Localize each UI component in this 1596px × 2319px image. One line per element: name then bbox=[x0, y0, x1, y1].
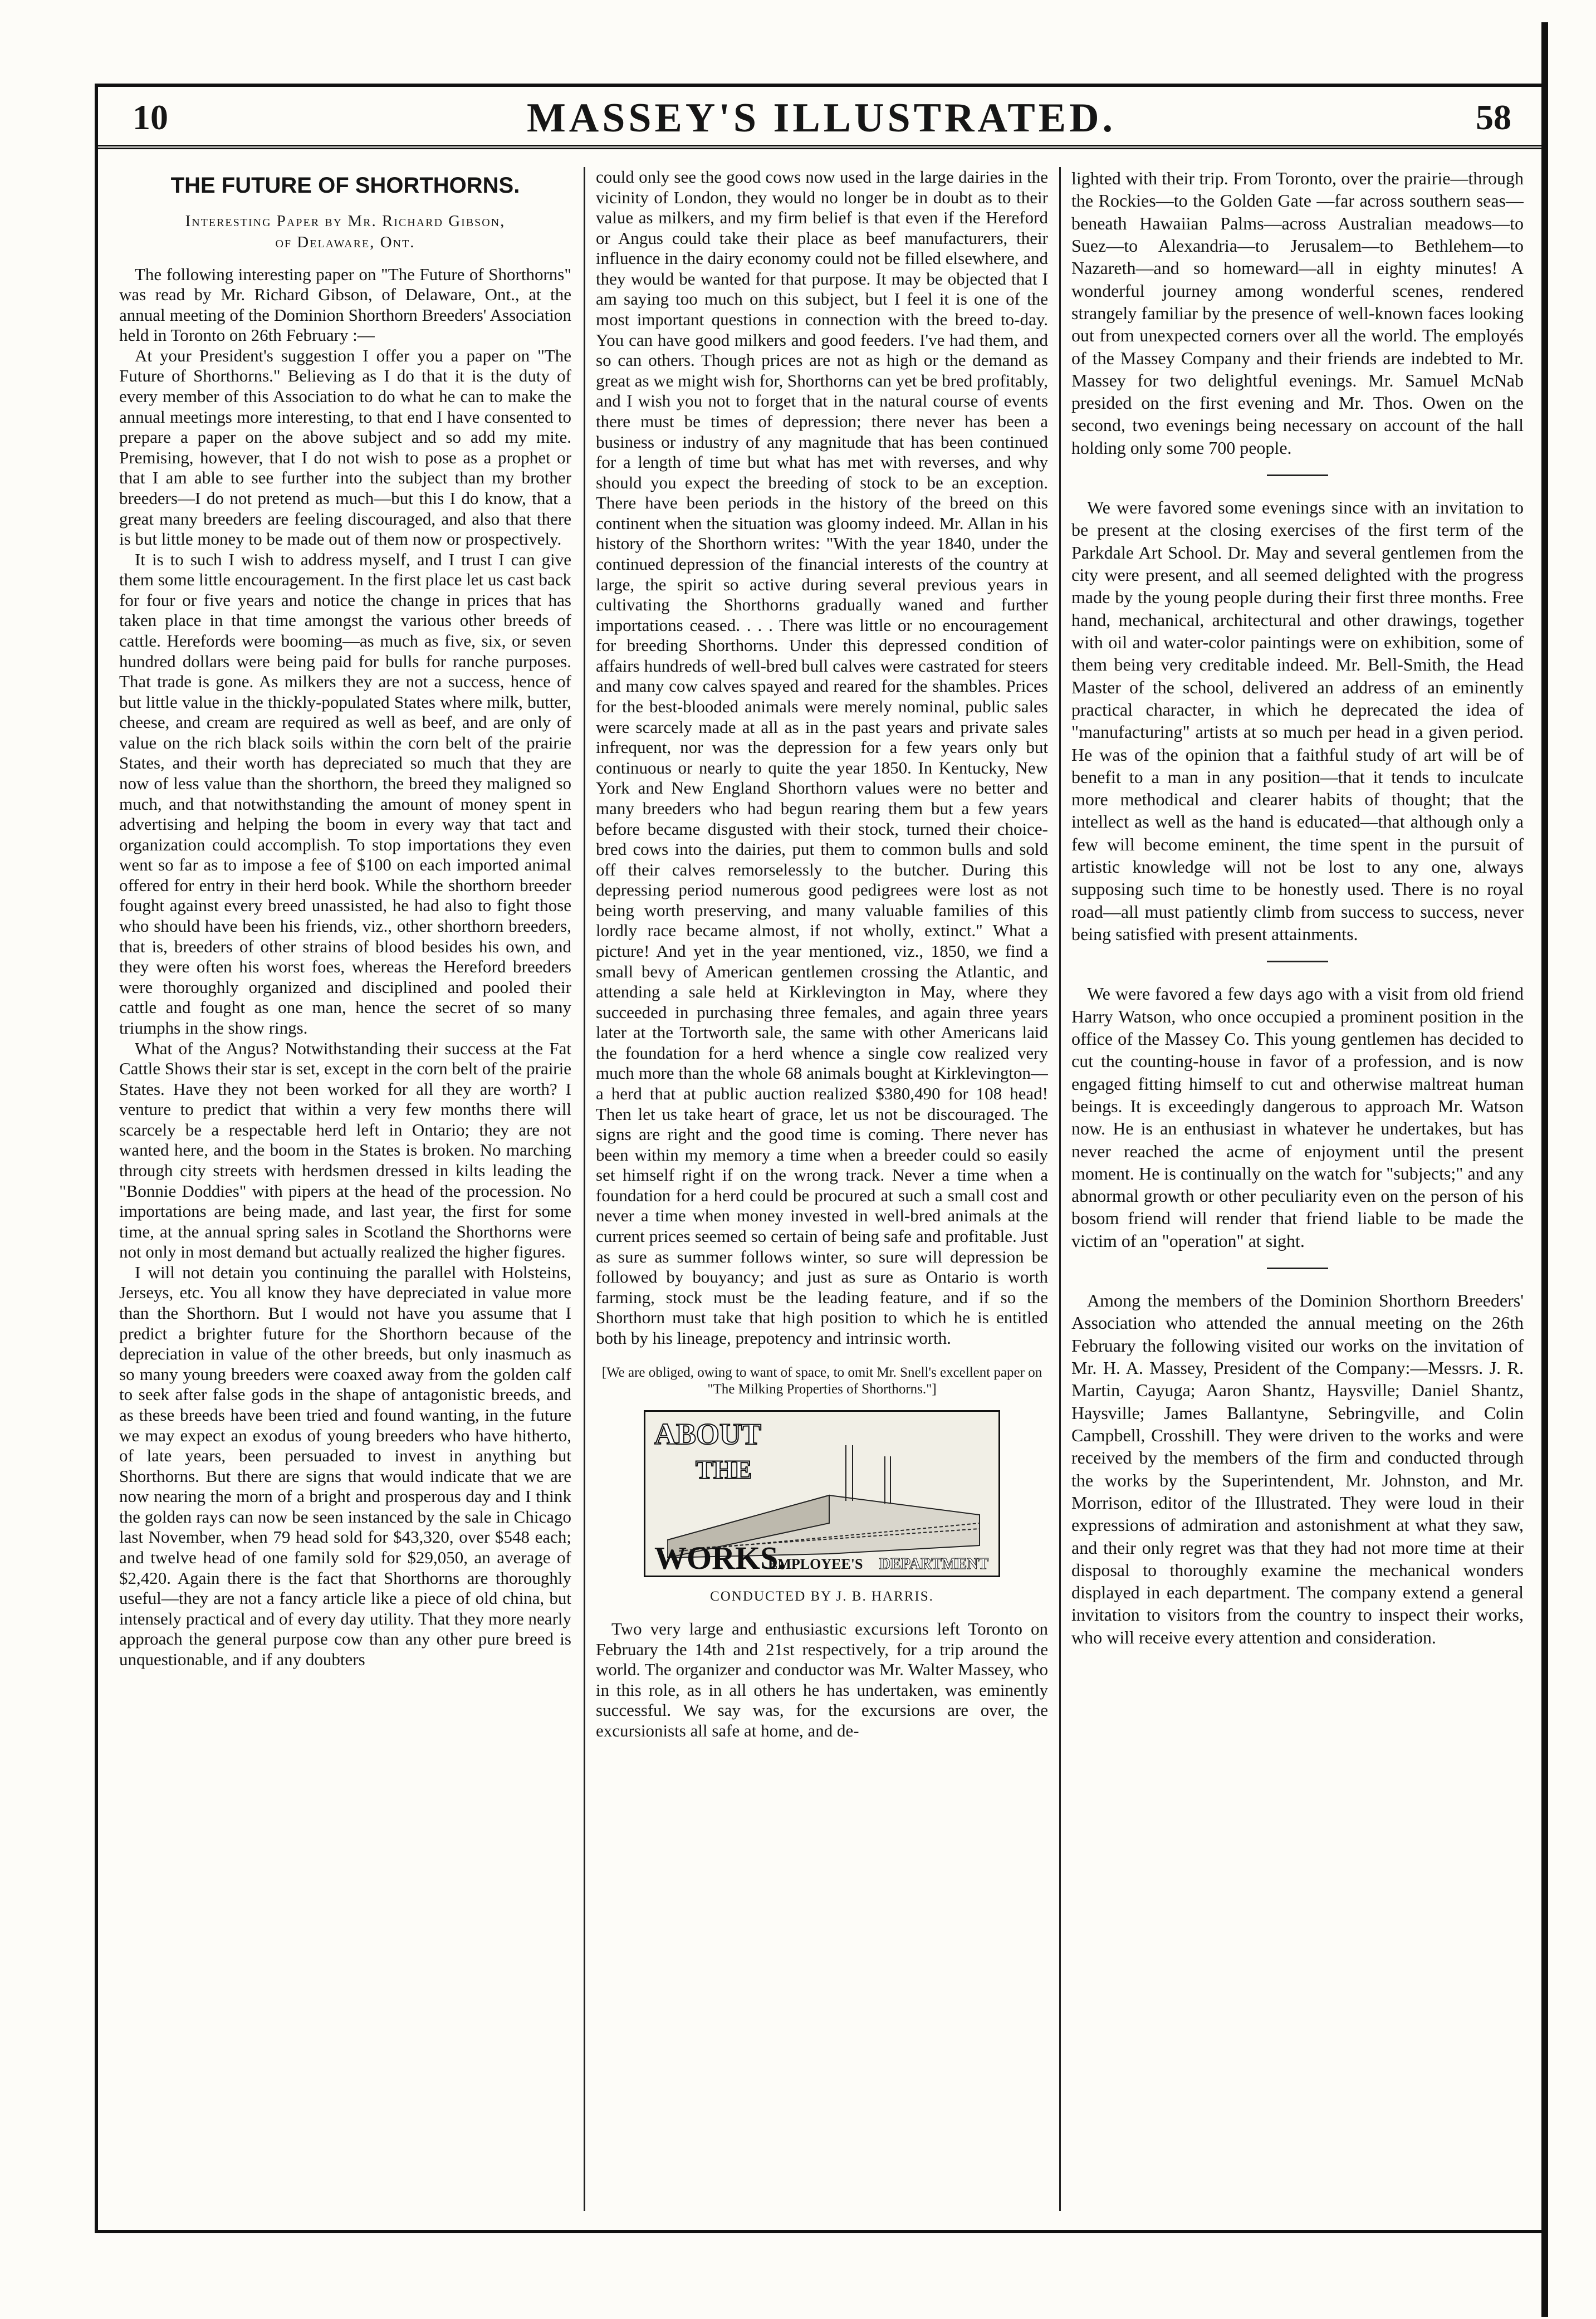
masthead: MASSEY'S ILLUSTRATED. bbox=[526, 95, 1117, 141]
page-number-right: 58 bbox=[1476, 97, 1511, 137]
paragraph: At your President's suggestion I offer you a paper on "The Future of Shorthorns." Believing as I do that it is the duty of every member of this Association to do what he can to make the annual meetings more interesting, to that end I have consented to prepare a paper on the above subject and so add my mite. Premising, however, that I do not wish to pose as a prophet or that I am able to see further into the subject than my brother breeders—I do not pretend as much—but this I do know, that a great many breeders are feeling discouraged, and also that there is but little money to be made out of them now or prospectively. bbox=[119, 345, 571, 549]
engraving-text: DEPARTMENT bbox=[879, 1555, 989, 1573]
column-1 bbox=[119, 167, 571, 2222]
paragraph: I will not detain you continuing the parallel with Holsteins, Jerseys, etc. You all know they have depreciated in value more than the Shorthorn. But I would not have you assume that I predict a brighter future for the Shorthorn because of the depreciation in value of the other breeds, but only inasmuch as so many young breeders were coaxed away from the golden calf to seek after false gods in the shape of antagonistic breeds, and as these breeds have been tried and found wanting, in the future we may expect an exodus of young breeders who have hitherto, of late years, been persuaded to invest in anything but Shorthorns. But there are signs that would indicate that we are now nearing the morn of a bright and prosperous day and I think the golden rays can now be seen instanced by the sale in Chicago last November, when 79 head sold for $43,320, over $548 each; and twelve head of one family sold for $29,050, an average of $2,420. Again there is the fact that Shorthorns are thoroughly useful—they are not a fancy article like a piece of old china, but intensely practical and of every day utility. That they more nearly approach the general purpose cow than any other pure breed is unquestionable, and if any doubters bbox=[119, 1262, 571, 1669]
section-divider bbox=[1267, 1268, 1328, 1269]
engraving-text: ABOUT bbox=[654, 1417, 762, 1451]
column-rule bbox=[1059, 167, 1061, 2211]
article-title: THE FUTURE OF SHORTHORNS. bbox=[170, 173, 520, 198]
paragraph: The following interesting paper on "The Future of Shorthorns" was read by Mr. Richard Gibson, of Delaware, Ont., at the annual meeting of the Dominion Shorthorn Breeders' Association held in Toronto on 26th February :— bbox=[119, 264, 571, 345]
paragraph: It is to such I wish to address myself, and I trust I can give them some little encouragement. In the first place let us cast back for four or five years and notice the change in prices that has taken place in that time amongst the various other breeds of cattle. Herefords were booming—as much as five, six, or seven hundred dollars were being paid for bulls for ranche purposes. That trade is gone. As milkers they are not a success, hence of but little value in the thickly-populated States where milk, butter, cheese, and cream are required as well as beef, and are only of value on the rich black soils within the corn belt of the prairie States, and their worth has depreciated so much that they are now of less value than the shorthorn, the breed they maligned so much, and that notwithstanding the amount of money spent in advertising and helping the boom in every way that tact and organization could accomplish. To stop importations they even went so far as to impose a fee of $100 on each imported animal offered for entry in their herd book. While the shorthorn breeder fought against every breed unassisted, he had also to fight those who should have been his friends, viz., other shorthorn breeders, that is, breeders of other strains of blood besides his own, and they were often his worst foes, whereas the Hereford breeders were thoroughly organized and disciplined and pooled their cattle and fought as one man, hence the secret of so many triumphs in the show rings. bbox=[119, 549, 571, 1038]
engraving-text: WORKS. bbox=[654, 1539, 786, 1576]
column-rule bbox=[584, 167, 585, 2211]
paragraph: lighted with their trip. From Toronto, over the prairie—through the Rockies—to the Golden Gate —far across southern seas—beneath Hawaiian Palms—across Australian meadows—to Suez—to Alexandria—to Jerusalem—to Bethlehem—to Nazareth—and so homeward—all in eighty minutes! A wonderful journey among wonderful scenes, rendered strangely familiar by the presence of well-known faces looking out from unexpected corners over all the world. The employés of the Massey Company and their friends are indebted to Mr. Massey for two delightful evenings. Mr. Samuel McNab presided on the first evening and Mr. Thos. Owen on the second, two evenings being necessary on account of the hall holding only some 700 people. bbox=[1071, 168, 1524, 458]
section-divider bbox=[1267, 474, 1328, 476]
paragraph: Two very large and enthusiastic excursions left Toronto on February the 14th and 21st respectively, for a trip around the world. The organizer and conductor was Mr. Walter Massey, who in this role, as in all others he has undertaken, was eminently successful. We say was, for the excursions are over, the excursionists all safe at home, and de- bbox=[596, 1619, 1048, 1740]
paragraph: could only see the good cows now used in the large dairies in the vicinity of London, they would no longer be in doubt as to their value as milkers, and my firm belief is that even if the Hereford or Angus could take their place as beef manufacturers, their influence in the dairy economy could not be filled elsewhere, and they would be wanted for that purpose. It may be objected that I am saying too much on this subject, but I feel it is one of the most important questions in connection with the breed to-day. You can have good milkers and good feeders. I've had them, and so can others. Though prices are not as high or the demand as great as we might wish for, Shorthorns can yet be bred profitably, and I wish you not to forget that in the natural course of events there must be times of depression; there never has been a business or industry of any magnitude that has been continued for a length of time but what has met with reverses, and why should you expect the breeding of stock to be an exception. There have been periods in the history of the breed on this continent when the situation was gloomy indeed. Mr. Allan in his history of the Shorthorn writes: "With the year 1840, under the continued depression of the financial interests of the country at large, the spirit so active during several previous years in cultivating the Shorthorns gradually waned and further importations ceased. . . . There was little or no encouragement for breeding Shorthorns. Under this depressed condition of affairs hundreds of well-bred bull calves were castrated for steers and many cow calves spayed and reared for the shambles. Prices for the best-blooded animals were merely nominal, public sales were scarcely made at all as in the past years and private sales infrequent, nor was the depression for a few years only but continuous or nearly to quite the year 1850. In Kentucky, New York and New England Shorthorn values were no better and many breeders who had begun rearing them but a few years before became disgusted with their stock, turned their choice-bred cows into the dairies, put them to common bulls and sold off their calves remorselessly to the butcher. During this depressing period numerous good pedigrees were lost as not being worth preserving, and many valuable families of this lordly race became almost, if not wholly, extinct." What a picture! And yet in the year mentioned, viz., 1850, we find a small bevy of American gentlemen crossing the Atlantic, and attending a sale held at Kirklevington in May, where they succeeded in purchasing three females, and again three years later at the Tortworth sale, the same with other Americans laid the foundation for a herd whence a single cow realized very much more than the whole 68 animals bought at Kirklevington—a herd that at public auction realized $380,490 for 108 head! Then let us take heart of grace, let us not be discouraged. The signs are right and the good time is coming. There never has been within my memory a time when a breeder could so easily set himself right if on the wrong track. Never a time when a foundation for a herd could be procured at such a small cost and never a time when money invested in well-bred animals at the current prices seemed so certain of being safe and profitable. Just as sure as summer follows winter, so sure will depression be followed by bouyancy; and just as sure as Ontario is worth farming, stock must be the leading feature, and if so the Shorthorn must take that high position to which he is entitled both by his lineage, prepotency and intrinsic worth. bbox=[596, 167, 1048, 1348]
paragraph: We were favored some evenings since with an invitation to be present at the closing exercises of the first term of the Parkdale Art School. Dr. May and several gentlemen from the city were present, and all seemed delighted with the progress made by the young people during their first three months. Free hand, mechanical, architectural and other drawings, together with oil and water-color paintings were on exhibition, some of them being very creditable indeed. Mr. Bell-Smith, the Head Master of the school, delivered an address of an eminently practical character, in which he deprecated the idea of "manufacturing" artists at so much per head in a given period. He was of the opinion that a faithful study of art will be of benefit to a man in any position—that it tends to inculcate more methodical and clearer habits of thought; that the intellect as well as the hand is educated—that although only a few will become eminent, the time spent in the pursuit of artistic knowledge will not be lost to any one, always supposing such time to be honestly used. There is no royal road—all must patiently climb from success to success, never being satisfied with present attainments. bbox=[1071, 497, 1524, 944]
about-the-works-engraving bbox=[644, 1410, 1000, 1577]
article-byline-location: of Delaware, Ont. bbox=[275, 233, 415, 251]
binding-edge bbox=[1541, 22, 1548, 2317]
column-2 bbox=[596, 167, 1048, 2222]
paragraph: What of the Angus? Notwithstanding their success at the Fat Cattle Shows their star is set, except in the corn belt of the prairie States. Have they not been worked for all they are worth? I venture to predict that within a very few months there will scarcely be a respectable herd left in Ontario; they are not wanted here, and the boom in the States is broken. No marching through city streets with herdsmen dressed in kilts leading the "Bonnie Doddies" with pipers at the head of the procession. No importations are being made, and last year, the first for some time, at the annual spring sales in Scotland the Shorthorns were not only in most demand but actually realized the higher figures. bbox=[119, 1038, 571, 1262]
editor-note: [We are obliged, owing to want of space, to omit Mr. Snell's excellent paper on "The Milking Properties of Shorthorns."] bbox=[601, 1364, 1042, 1397]
column-3 bbox=[1071, 167, 1524, 2222]
engraving-text: EMPLOYEE'S bbox=[768, 1555, 863, 1572]
section-divider bbox=[1267, 961, 1328, 962]
page-header bbox=[98, 87, 1545, 149]
paragraph: We were favored a few days ago with a visit from old friend Harry Watson, who once occupied a prominent position in the office of the Massey Co. This young gentlemen has decided to cut the counting-house in favor of a profession, and is now engaged fitting himself to cut and otherwise maltreat human beings. It is exceedingly dangerous to approach Mr. Watson now. He is an enthusiast in whatever he undertakes, but has never reached the acme of enjoyment until the present moment. He is continually on the watch for "subjects;" and any abnormal growth or other peculiarity even on the person of his bosom friend will render that friend liable to be made the victim of an "operation" at sight. bbox=[1071, 984, 1524, 1251]
article-byline: Interesting Paper by Mr. Richard Gibson, bbox=[185, 212, 506, 231]
engraving-text: THE bbox=[696, 1455, 752, 1485]
page-number-left: 10 bbox=[133, 97, 168, 137]
paragraph: Among the members of the Dominion Shorthorn Breeders' Association who attended the annual meeting on the 26th February the following visited our works on the invitation of Mr. H. A. Massey, President of the Company:—Messrs. J. R. Martin, Cayuga; Aaron Shantz, Haysville; Daniel Shantz, Haysville; James Ballantyne, Sebringville, and Colin Campbell, Crosshill. They were driven to the works and were received by the members of the firm and conducted through the works by the Superintendent, Mr. Johnston, and Mr. Morrison, editor of the Illustrated. They were loud in their expressions of admiration and astonishment at what they saw, and their only regret was that they had not more time at their disposal to thoroughly examine the mechanical wonders displayed in each department. The company extend a general invitation to visitors from the country to inspect their works, who will receive every attention and consideration. bbox=[1071, 1290, 1524, 1647]
section-caption: CONDUCTED BY J. B. HARRIS. bbox=[710, 1588, 934, 1604]
